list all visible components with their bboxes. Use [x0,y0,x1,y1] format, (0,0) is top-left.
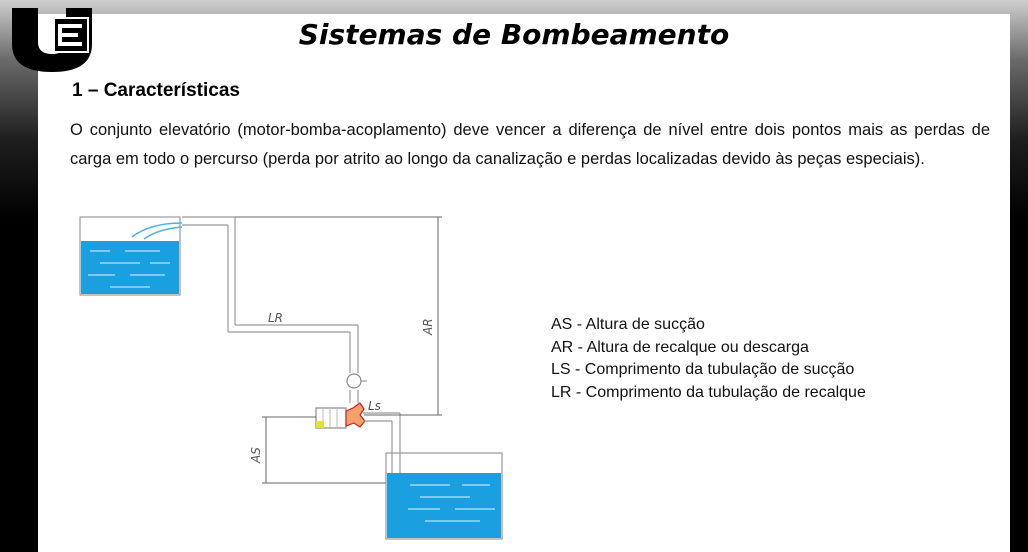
check-valve-icon [347,374,361,388]
ar-label: AR [421,318,435,335]
legend-item-ls: LS - Comprimento da tubulação de sucção [551,361,855,378]
pump-body [346,403,365,427]
upper-water [81,241,179,294]
lower-reservoir [386,453,502,539]
upper-reservoir [80,217,182,295]
lr-label: LR [268,311,284,325]
pump-motor-icon [316,403,365,428]
legend-item-ar: AR - Altura de recalque ou descarga [551,338,809,356]
legend-list [551,314,866,404]
as-label: AS [249,447,263,463]
ls-label: Ls [368,399,381,413]
discharge-pipe [182,217,358,403]
page-title: Sistemas de Bombeamento [298,18,730,51]
ar-dimension [235,217,442,415]
pumping-system-diagram [70,205,510,552]
description-paragraph: O conjunto elevatório (motor-bomba-acoplamento) deve vencer a diferença de nível entre dois pontos mais as perdas de carga em todo o percurso (perda por atrito ao longo da canalização e perdas localizadas devido às peças especiais). [70,121,990,168]
section-heading: 1 – Características [72,80,240,101]
legend-item-lr: LR - Comprimento da tubulação de recalque [551,383,866,401]
legend-item-as: AS - Altura de sucção [551,316,705,333]
lower-water [387,473,501,538]
